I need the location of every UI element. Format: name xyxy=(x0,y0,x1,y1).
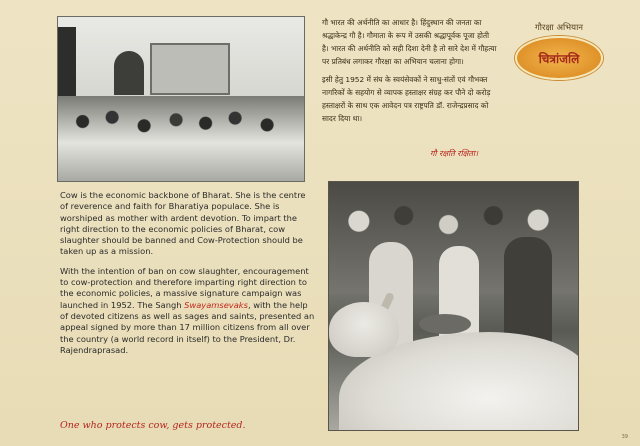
page-number: 39 xyxy=(621,434,628,440)
hindi-text xyxy=(322,16,498,130)
hindi-paragraph-1: गौ भारत की अर्थनीति का आधार है। हिंदुस्थान की जनता का श्रद्धाकेन्द्र गौ है। गौमाता के रूप में उसकी श्रद्धापूर्वक पूजा होती है। भारत की अर्थनीति को सही दिशा देनी है तो सारे देश में गौहत्या पर प्रतिबंध लगाकर गौरक्षा का अभियान चलाना होगा। xyxy=(322,18,497,66)
english-text xyxy=(60,190,315,364)
section-title: गौरक्षा अभियान xyxy=(535,23,583,33)
archway xyxy=(114,51,144,95)
historical-photo xyxy=(57,16,305,182)
english-motto: One who protects cow, gets protected. xyxy=(60,420,246,431)
cow-head xyxy=(329,302,399,357)
paragraph-2-start: With the intention of ban on cow slaughter, encouragement to cow-protection and therefore imparting right direction to the economic policies, a massive signature campaign was launched in 1952. The Sangh xyxy=(60,265,309,310)
english-paragraph-1: Cow is the economic backbone of Bharat. She is the centre of reverence and faith for Bharatiya populace. She is worshiped as mother with ardent devotion. To impart the right direction to the economic policies of Bharat, cow slaughter should be banned and Cow-Protection should be taken up as a mission. xyxy=(60,190,306,257)
hindi-paragraph-2: इसी हेतु 1952 में संघ के स्वयंसेवकों ने साधु-संतों एवं गौभक्त नागरिकों के सहयोग से व्यापक हस्ताक्षर संग्रह कर पौने दो करोड़ हस्ताक्षरों के साथ एक आवेदन पत्र राष्ट्रपति डॉ. राजेन्द्रप्रसाद को सादर दिया था। xyxy=(322,75,491,123)
banner-board xyxy=(150,43,230,95)
swayamsevaks-highlight: Swayamsevaks xyxy=(184,299,248,310)
crowd xyxy=(58,96,304,181)
offering-bowl xyxy=(419,314,471,334)
cow-worship-photo xyxy=(328,181,579,431)
hindi-motto: गौ रक्षति रक्षिता। xyxy=(430,149,479,158)
chitranjali-logo xyxy=(515,36,603,80)
english-paragraph-2 xyxy=(60,266,315,356)
paragraph-2-end: , with the help of devoted citizens as well as sages and saints, presented an appeal signed by more than 17 million citizens from all over the country (a world record in itself) to the President, Dr. Rajendraprasad. xyxy=(60,299,315,355)
logo-text: चित्रांजलि xyxy=(538,51,580,66)
